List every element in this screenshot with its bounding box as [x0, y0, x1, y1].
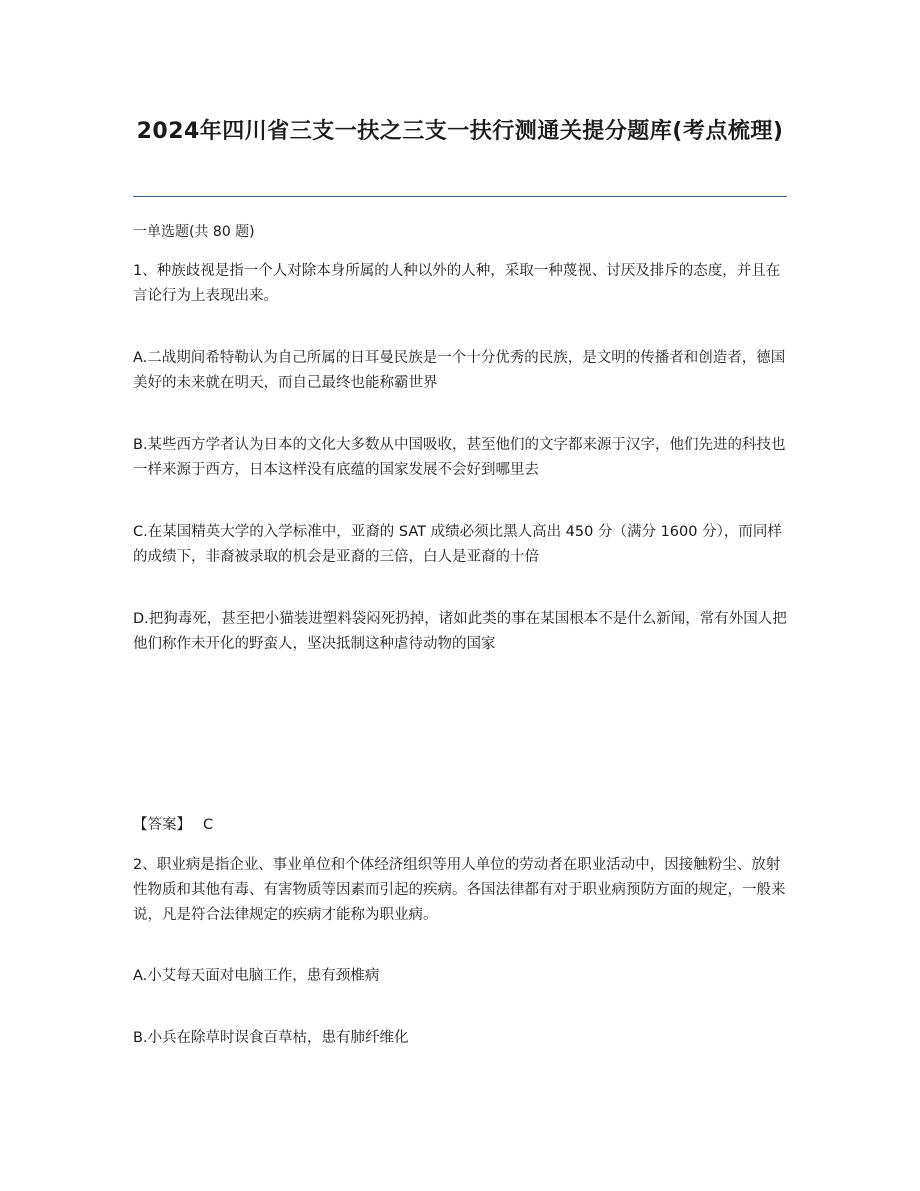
question-1-option-d: D.把狗毒死，甚至把小猫装进塑料袋闷死扔掉，诸如此类的事在某国根本不是什么新闻，常有外国人把他们称作未开化的野蛮人，坚决抵制这种虐待动物的国家	[133, 611, 787, 652]
question-2-stem: 2、职业病是指企业、事业单位和个体经济组织等用人单位的劳动者在职业活动中，因接触粉尘、放射性物质和其他有毒、有害物质等因素而引起的疾病。各国法律都有对于职业病预防方面的规定，一般来说，凡是符合法律规定的疾病才能称为职业病。	[133, 857, 786, 923]
question-1-option-a: A.二战期间希特勒认为自己所属的日耳曼民族是一个十分优秀的民族，是文明的传播者和创造者，德国美好的未来就在明天，而自己最终也能称霸世界	[133, 350, 786, 391]
question-1-stem: 1、种族歧视是指一个人对除本身所属的人种以外的人种，采取一种蔑视、讨厌及排斥的态度，并且在言论行为上表现出来。	[133, 263, 781, 304]
question-1-option-c: C.在某国精英大学的入学标准中，亚裔的 SAT 成绩必须比黑人高出 450 分（满分 1600 分），而同样的成绩下，非裔被录取的机会是亚裔的三倍，白人是亚裔的十倍	[133, 524, 782, 565]
question-1-option-b: B.某些西方学者认为日本的文化大多数从中国吸收，甚至他们的文字都来源于汉字，他们先进的科技也一样来源于西方，日本这样没有底蕴的国家发展不会好到哪里去	[133, 437, 786, 478]
question-1-answer	[133, 813, 213, 838]
question-2-option-b: B.小兵在除草时误食百草枯，患有肺纤维化	[133, 1030, 409, 1046]
section-label: 一单选题(共 80 题)	[133, 224, 255, 240]
answer-label: 【答案】	[133, 817, 191, 833]
answer-value: C	[203, 817, 214, 833]
title-divider	[133, 196, 787, 197]
question-2-option-a: A.小艾每天面对电脑工作，患有颈椎病	[133, 968, 380, 984]
document-title: 2024年四川省三支一扶之三支一扶行测通关提分题库(考点梳理)	[136, 119, 784, 144]
